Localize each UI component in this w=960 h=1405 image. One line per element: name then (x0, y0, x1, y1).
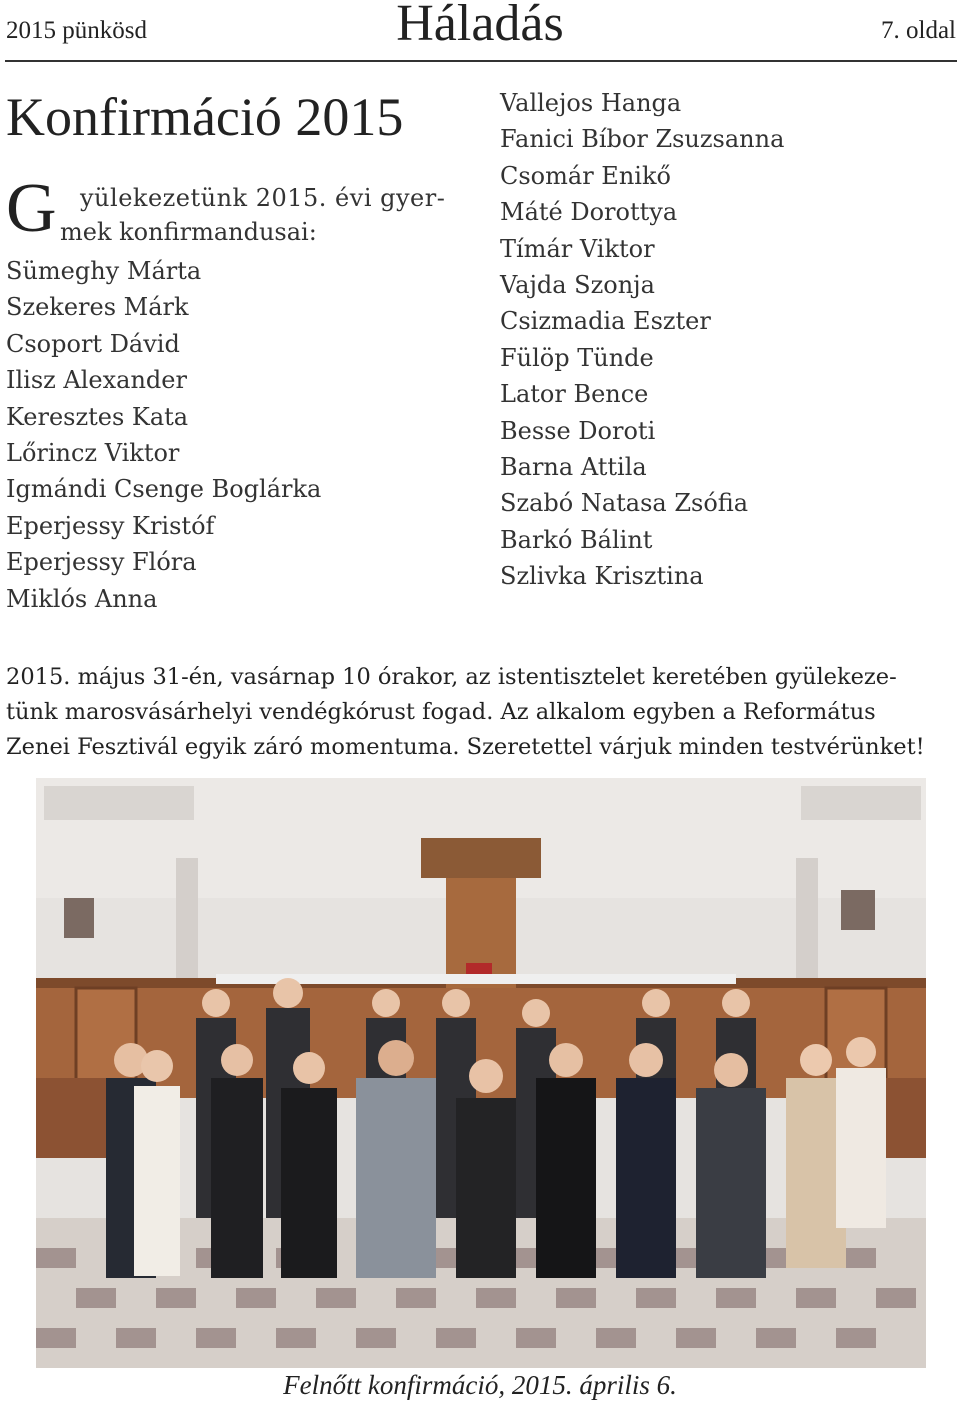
intro-line-1: yülekezetünk 2015. évi gyer- (80, 184, 446, 212)
article-intro (6, 170, 458, 256)
group-photo (36, 778, 926, 1368)
list-item: Keresztes Kata (6, 402, 189, 431)
confirmand-list-left (6, 254, 321, 618)
page-header (0, 0, 960, 62)
list-item: Csizmadia Eszter (500, 307, 711, 336)
announcement-line: 2015. május 31-én, vasárnap 10 órakor, az istentisztelet keretében gyülekeze- (6, 664, 897, 690)
list-item: Barna Attila (500, 452, 647, 481)
list-item: Szlivka Krisztina (500, 562, 704, 591)
list-item: Szabó Natasa Zsófia (500, 489, 749, 518)
confirmand-list-right (500, 86, 784, 595)
drop-cap: G (6, 170, 57, 247)
announcement-line: tünk marosvásárhelyi vendégkórust fogad. Az alkalom egyben a Református (6, 699, 876, 725)
list-item: Igmándi Csenge Boglárka (6, 475, 322, 504)
list-item: Szekeres Márk (6, 293, 189, 322)
intro-line-2: mek konfirmandusai: (60, 218, 317, 246)
list-item: Besse Doroti (500, 416, 656, 445)
publication-title: Háladás (396, 0, 564, 52)
list-item: Vajda Szonja (500, 270, 655, 299)
list-item: Fülöp Tünde (500, 343, 654, 372)
event-announcement (6, 660, 954, 765)
group-photo-illustration (36, 778, 926, 1368)
list-item: Eperjessy Flóra (6, 548, 197, 577)
list-item: Lator Bence (500, 380, 649, 409)
list-item: Fanici Bíbor Zsuzsanna (500, 125, 785, 154)
list-item: Sümeghy Márta (6, 257, 202, 285)
list-item: Máté Dorottya (500, 198, 678, 227)
list-item: Tímár Viktor (500, 234, 655, 263)
list-item: Ilisz Alexander (6, 366, 187, 395)
page-number: 7. oldal (881, 17, 956, 44)
list-item: Vallejos Hanga (500, 89, 682, 117)
announcement-line: Zenei Fesztivál egyik záró momentuma. Szeretettel várjuk minden testvérünket! (6, 734, 925, 760)
list-item: Csoport Dávid (6, 329, 180, 358)
article-title: Konfirmáció 2015 (6, 87, 404, 147)
list-item: Miklós Anna (6, 584, 158, 613)
header-divider (5, 60, 957, 62)
issue-label: 2015 pünkösd (6, 17, 147, 44)
list-item: Csomár Enikő (500, 161, 671, 190)
list-item: Eperjessy Kristóf (6, 511, 215, 540)
list-item: Lőrincz Viktor (6, 438, 180, 467)
list-item: Barkó Bálint (500, 525, 653, 554)
photo-caption: Felnőtt konfirmáció, 2015. április 6. (283, 1370, 677, 1400)
